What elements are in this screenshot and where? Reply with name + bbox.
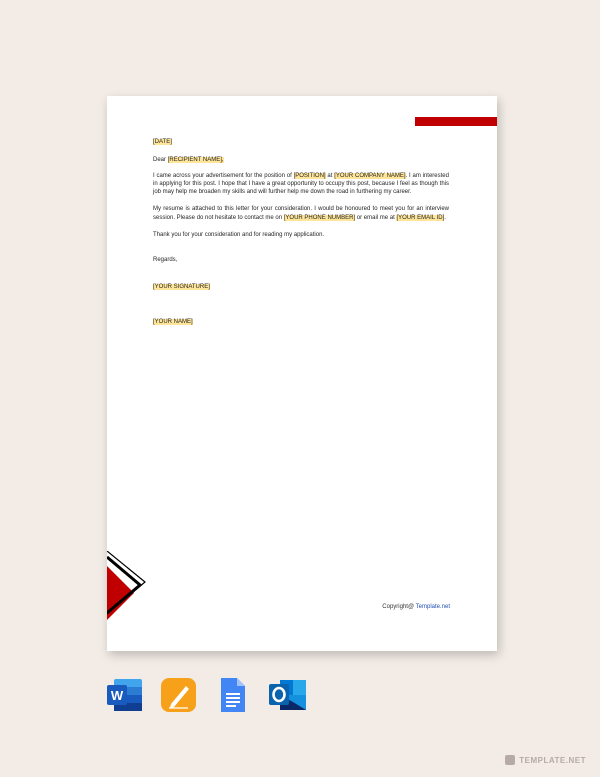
template-net-logo-icon <box>505 755 515 765</box>
corner-chevron-decoration <box>107 551 147 621</box>
date-line <box>153 138 449 146</box>
paragraph-2 <box>153 205 449 222</box>
date-placeholder: [DATE] <box>153 139 172 145</box>
paragraph-1-text-b: . I am interested in applying for this post. I hope that I have a great opportunity to occupy this post, because I feel as though this job may help me broaden my skills and will further help me down the road in furthering my career. <box>153 172 449 196</box>
red-accent-bar <box>415 117 497 126</box>
paragraph-2-end: . <box>444 214 446 221</box>
copyright <box>382 604 450 610</box>
name-placeholder: [YOUR NAME] <box>153 318 193 325</box>
paragraph-2-text-b: or email me at <box>356 214 395 221</box>
copyright-label: Copyright@ <box>382 604 415 610</box>
phone-placeholder: [YOUR PHONE NUMBER] <box>283 214 356 221</box>
paragraph-1 <box>153 172 449 197</box>
recipient-placeholder: [RECIPIENT NAME], <box>167 157 224 164</box>
name-line <box>153 318 449 326</box>
app-icon-row <box>106 677 322 713</box>
google-docs-icon[interactable] <box>214 677 251 713</box>
outlook-icon[interactable] <box>268 677 305 713</box>
paragraph-2-text-a: My resume is attached to this letter for your consideration. I would be honoured to meet you for an interview session. Please do not hesitate to contact me on <box>153 206 449 221</box>
word-icon[interactable] <box>106 677 143 713</box>
company-placeholder: [YOUR COMPANY NAME] <box>334 172 406 179</box>
letter-page <box>107 96 497 651</box>
paragraph-1-text-a: I came across your advertisement for the position of <box>153 172 292 179</box>
salutation-line <box>153 156 449 164</box>
copyright-brand: Template.net <box>415 604 450 610</box>
paragraph-3: Thank you for your consideration and for reading my application. <box>153 232 325 239</box>
watermark-text: TEMPLATE.NET <box>519 755 586 765</box>
signature-line <box>153 283 449 291</box>
svg-text:W: W <box>110 688 124 703</box>
paragraph-1-at: at <box>327 172 333 179</box>
closing: Regards, <box>153 257 178 264</box>
salutation: Dear <box>153 157 167 164</box>
position-placeholder: [POSITION] <box>293 172 326 179</box>
email-placeholder: [YOUR EMAIL ID] <box>396 214 445 221</box>
signature-placeholder: [YOUR SIGNATURE] <box>153 283 210 290</box>
letter-body <box>153 138 449 326</box>
template-net-watermark <box>505 755 586 765</box>
pages-icon[interactable] <box>160 677 197 713</box>
